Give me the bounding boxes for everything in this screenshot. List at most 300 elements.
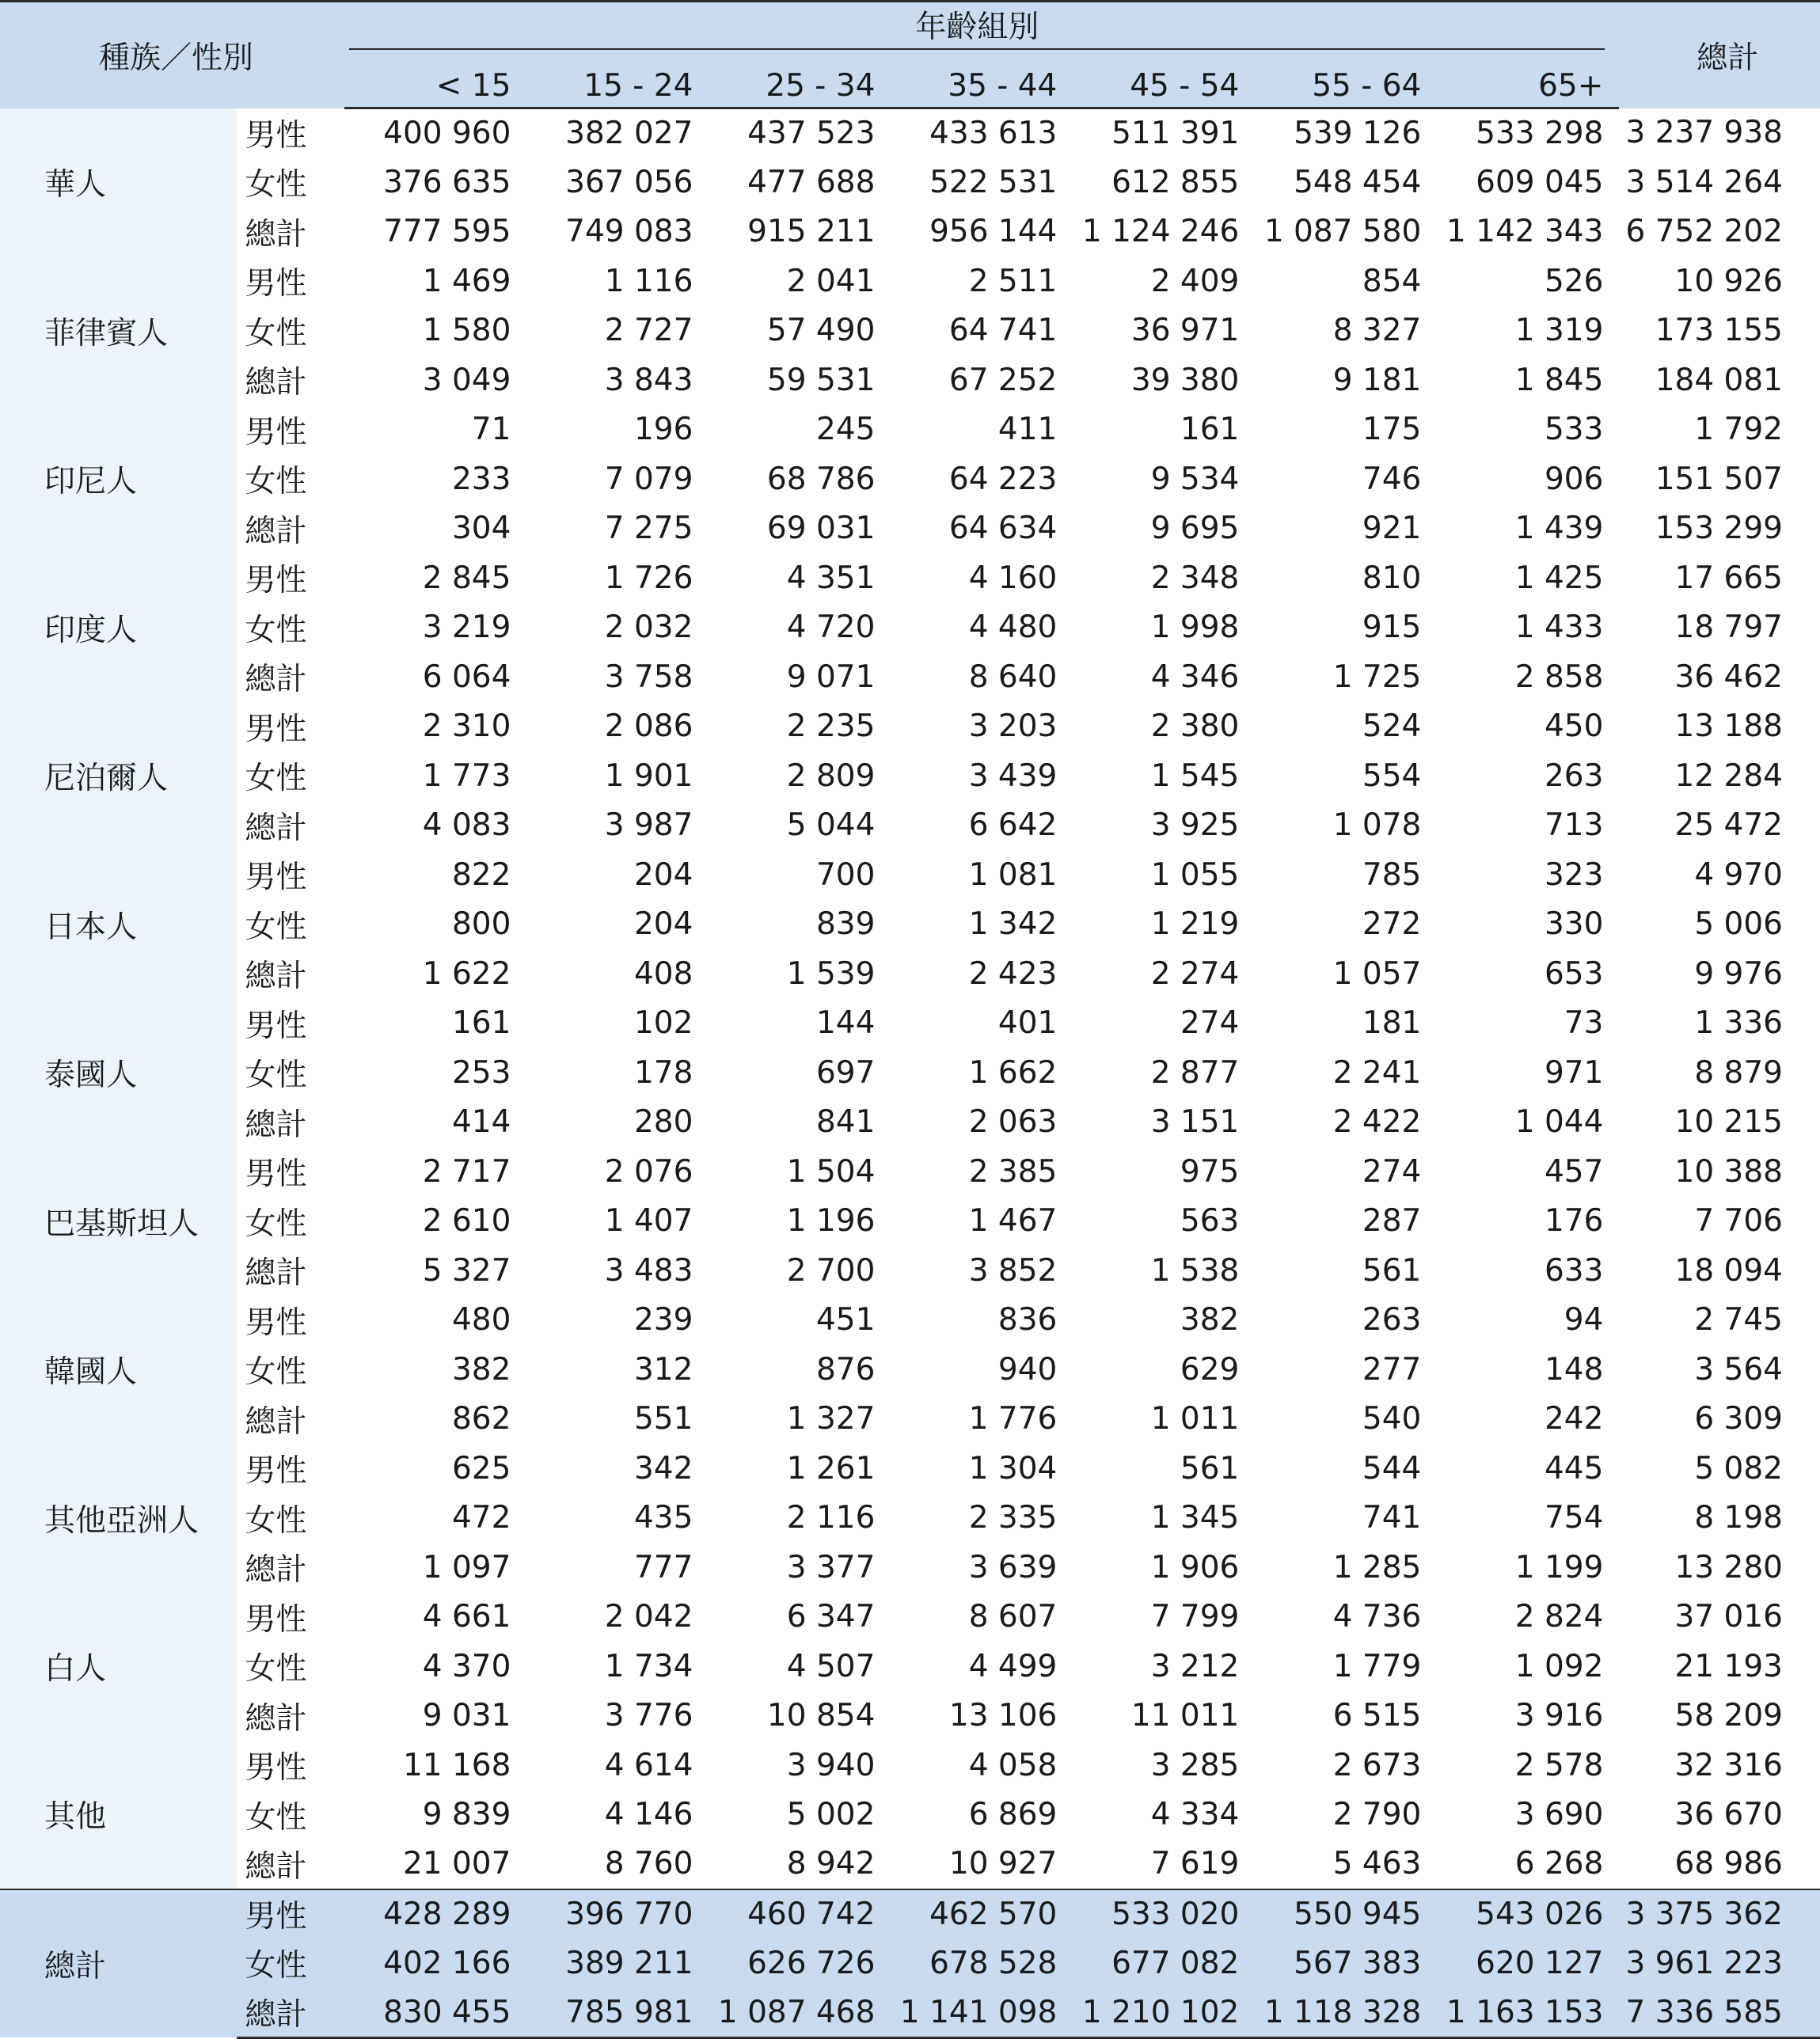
value-cell: 2 790 [1332, 1797, 1422, 1833]
row-total-cell: 9 976 [1694, 955, 1783, 992]
table-row [0, 1345, 1820, 1395]
value-cell: 1 773 [422, 758, 511, 794]
value-cell: 3 925 [1150, 807, 1240, 844]
value-cell: 841 [815, 1104, 876, 1141]
value-cell: 678 528 [891, 1938, 1073, 1988]
value-cell: 2 032 [604, 609, 693, 646]
value-cell: 1 092 [1514, 1648, 1604, 1684]
ethnicity-cell: 印尼人 [0, 405, 237, 554]
value-cell: 2 673 [1332, 1747, 1422, 1783]
row-total-cell: 13 188 [1674, 708, 1783, 745]
ethnicity-cell: 日本人 [0, 850, 237, 999]
row-total-cell: 3 375 362 [1619, 1889, 1820, 1939]
value-cell: 39 380 [1130, 362, 1240, 398]
value-cell: 7 079 [604, 461, 693, 497]
sex-cell: 男性 [245, 1156, 307, 1193]
value-cell: 3 758 [604, 659, 693, 695]
value-cell: 6 347 [786, 1599, 876, 1635]
value-cell: 563 [1180, 1203, 1240, 1240]
value-cell: 323 [1544, 856, 1604, 893]
value-cell: 921 [1362, 511, 1422, 547]
value-cell: 272 [1362, 906, 1422, 943]
table-row [0, 1197, 1820, 1247]
value-cell: 477 688 [747, 164, 876, 200]
value-cell: 754 [1544, 1500, 1604, 1536]
row-total-cell: 36 670 [1674, 1797, 1783, 1833]
value-cell: 181 [1362, 1005, 1422, 1042]
value-cell: 2 380 [1150, 708, 1240, 745]
value-cell: 1 319 [1514, 313, 1604, 349]
value-cell: 1 196 [786, 1203, 876, 1240]
sex-cell: 總計 [245, 810, 307, 846]
value-cell: 540 [1362, 1401, 1422, 1437]
table-row [0, 850, 1820, 900]
row-total-cell: 10 215 [1674, 1104, 1783, 1141]
value-cell: 956 144 [929, 214, 1058, 250]
value-cell: 396 770 [526, 1889, 709, 1939]
value-cell: 1 407 [604, 1203, 693, 1240]
sex-cell: 男性 [245, 563, 307, 599]
value-cell: 1 087 468 [709, 1988, 891, 2038]
row-total-cell: 7 706 [1694, 1203, 1783, 1240]
value-cell: 9 695 [1150, 511, 1240, 547]
ethnicity-cell: 總計 [0, 1889, 237, 2038]
age-column-header: 35 - 44 [891, 53, 1073, 108]
value-cell: 408 [633, 955, 693, 992]
value-cell: 1 011 [1150, 1401, 1240, 1437]
value-cell: 2 042 [604, 1599, 693, 1635]
row-total-cell: 6 309 [1694, 1401, 1783, 1437]
value-cell: 7 619 [1150, 1846, 1240, 1882]
row-total-cell: 184 081 [1655, 362, 1783, 398]
value-cell: 1 622 [422, 955, 511, 992]
value-cell: 1 057 [1332, 955, 1422, 992]
value-cell: 67 252 [948, 362, 1058, 398]
value-cell: 1 342 [968, 906, 1058, 943]
value-cell: 5 002 [786, 1797, 876, 1833]
value-cell: 342 [633, 1450, 693, 1487]
row-total-cell: 1 792 [1694, 412, 1783, 448]
value-cell: 533 [1544, 412, 1604, 448]
sex-cell: 男性 [245, 860, 307, 896]
value-cell: 411 [997, 412, 1058, 448]
table-row [0, 306, 1820, 356]
value-cell: 625 [451, 1450, 511, 1487]
sex-cell: 總計 [245, 662, 307, 698]
table-row [0, 158, 1820, 207]
sex-cell: 男性 [245, 266, 307, 302]
value-cell: 800 [451, 906, 511, 943]
age-column-header: < 15 [344, 53, 526, 108]
value-cell: 746 [1362, 461, 1422, 497]
value-cell: 2 845 [422, 560, 511, 596]
value-cell: 6 515 [1332, 1698, 1422, 1734]
value-cell: 450 [1544, 708, 1604, 745]
sex-cell: 男性 [245, 1601, 307, 1638]
value-cell: 1 725 [1332, 659, 1422, 695]
value-cell: 785 981 [526, 1988, 709, 2038]
value-cell: 204 [633, 906, 693, 943]
value-cell: 8 640 [968, 659, 1058, 695]
sex-cell: 總計 [245, 1107, 307, 1143]
sex-cell: 總計 [245, 365, 307, 401]
age-group-header [344, 2, 1619, 54]
value-cell: 1 776 [968, 1401, 1058, 1437]
value-cell: 551 [633, 1401, 693, 1437]
value-cell: 1 539 [786, 955, 876, 992]
value-cell: 401 [997, 1005, 1058, 1042]
value-cell: 4 083 [422, 807, 511, 844]
value-cell: 7 275 [604, 511, 693, 547]
age-column-header: 55 - 64 [1255, 53, 1437, 108]
value-cell: 8 607 [968, 1599, 1058, 1635]
row-total-cell: 4 970 [1694, 856, 1783, 893]
table-row [0, 1494, 1820, 1543]
ethnicity-cell: 韓國人 [0, 1296, 237, 1445]
table-row [0, 1444, 1820, 1494]
sex-cell: 男性 [245, 117, 307, 154]
value-cell: 1 726 [604, 560, 693, 596]
value-cell: 9 071 [786, 659, 876, 695]
table-row [0, 1741, 1820, 1790]
value-cell: 304 [451, 511, 511, 547]
value-cell: 822 [451, 856, 511, 893]
value-cell: 1 734 [604, 1648, 693, 1684]
value-cell: 2 241 [1332, 1054, 1422, 1091]
value-cell: 2 041 [786, 263, 876, 299]
value-cell: 64 741 [948, 313, 1058, 349]
value-cell: 69 031 [766, 511, 876, 547]
value-cell: 839 [815, 906, 876, 943]
table-row [0, 108, 1820, 158]
value-cell: 3 639 [968, 1549, 1058, 1585]
table-row [0, 1790, 1820, 1840]
value-cell: 6 268 [1514, 1846, 1604, 1882]
value-cell: 8 327 [1332, 313, 1422, 349]
value-cell: 274 [1362, 1153, 1422, 1190]
value-cell: 906 [1544, 461, 1604, 497]
value-cell: 554 [1362, 758, 1422, 794]
value-cell: 4 058 [968, 1747, 1058, 1783]
row-total-cell: 5 082 [1694, 1450, 1783, 1487]
value-cell: 2 310 [422, 708, 511, 745]
value-cell: 5 463 [1332, 1846, 1422, 1882]
value-cell: 451 [815, 1302, 876, 1338]
row-total-cell: 37 016 [1674, 1599, 1783, 1635]
value-cell: 2 385 [968, 1153, 1058, 1190]
value-cell: 550 945 [1255, 1889, 1437, 1939]
value-cell: 277 [1362, 1351, 1422, 1388]
value-cell: 1 163 153 [1437, 1988, 1619, 2038]
value-cell: 2 116 [786, 1500, 876, 1536]
row-total-cell: 18 797 [1674, 609, 1783, 646]
table-row [0, 1395, 1820, 1445]
value-cell: 1 469 [422, 263, 511, 299]
sex-cell: 男性 [245, 1304, 307, 1341]
sex-cell: 男性 [245, 711, 307, 747]
value-cell: 457 [1544, 1153, 1604, 1190]
value-cell: 239 [633, 1302, 693, 1338]
value-cell: 11 168 [402, 1747, 511, 1783]
value-cell: 1 580 [422, 313, 511, 349]
value-cell: 5 044 [786, 807, 876, 844]
value-cell: 196 [633, 412, 693, 448]
table-row [0, 405, 1820, 455]
value-cell: 862 [451, 1401, 511, 1437]
ethnicity-cell: 尼泊爾人 [0, 702, 237, 851]
ethnicity-cell: 菲律賓人 [0, 256, 237, 405]
sex-cell: 女性 [245, 1206, 307, 1242]
value-cell: 2 348 [1150, 560, 1240, 596]
value-cell: 677 082 [1073, 1938, 1255, 1988]
value-cell: 539 126 [1294, 116, 1422, 151]
value-cell: 6 869 [968, 1797, 1058, 1833]
value-cell: 2 422 [1332, 1104, 1422, 1141]
value-cell: 1 210 102 [1073, 1988, 1255, 2038]
sex-cell: 女性 [245, 612, 307, 648]
row-total-cell: 36 462 [1674, 659, 1783, 695]
value-cell: 785 [1362, 856, 1422, 893]
value-cell: 741 [1362, 1500, 1422, 1536]
value-cell: 836 [997, 1302, 1058, 1338]
value-cell: 2 610 [422, 1203, 511, 1240]
value-cell: 330 [1544, 906, 1604, 943]
value-cell: 7 799 [1150, 1599, 1240, 1635]
row-total-cell: 18 094 [1674, 1252, 1783, 1289]
value-cell: 1 327 [786, 1401, 876, 1437]
value-cell: 4 160 [968, 560, 1058, 596]
value-cell: 3 049 [422, 362, 511, 398]
table-row [0, 900, 1820, 950]
value-cell: 2 858 [1514, 659, 1604, 695]
value-cell: 73 [1564, 1005, 1604, 1042]
value-cell: 567 383 [1255, 1938, 1437, 1988]
value-cell: 612 855 [1111, 164, 1240, 200]
table-row [0, 1296, 1820, 1346]
value-cell: 915 [1362, 609, 1422, 646]
row-total-cell: 8 198 [1694, 1500, 1783, 1536]
value-cell: 1 545 [1150, 758, 1240, 794]
value-cell: 2 235 [786, 708, 876, 745]
value-cell: 253 [451, 1054, 511, 1091]
corner-header: 種族／性別 [0, 2, 344, 108]
value-cell: 10 854 [766, 1698, 876, 1734]
value-cell: 64 634 [948, 511, 1058, 547]
row-total-cell: 25 472 [1674, 807, 1783, 844]
sex-cell: 總計 [245, 959, 307, 995]
value-cell: 1 538 [1150, 1252, 1240, 1289]
sex-cell: 總計 [245, 1403, 307, 1440]
value-cell: 3 987 [604, 807, 693, 844]
sex-cell: 女性 [245, 1799, 307, 1836]
row-total-cell: 151 507 [1655, 461, 1783, 497]
row-total-cell: 3 564 [1694, 1351, 1783, 1388]
sex-cell: 男性 [237, 1889, 344, 1939]
value-cell: 382 [451, 1351, 511, 1388]
value-cell: 2 578 [1514, 1747, 1604, 1783]
table-row [0, 702, 1820, 752]
value-cell: 3 852 [968, 1252, 1058, 1289]
value-cell: 376 635 [383, 164, 511, 200]
value-cell: 2 727 [604, 313, 693, 349]
value-cell: 1 087 580 [1263, 214, 1422, 250]
value-cell: 1 345 [1150, 1500, 1240, 1536]
value-cell: 4 146 [604, 1797, 693, 1833]
value-cell: 94 [1564, 1302, 1604, 1338]
value-cell: 4 614 [604, 1747, 693, 1783]
table-row [0, 1889, 1820, 1939]
value-cell: 280 [633, 1104, 693, 1141]
value-cell: 2 809 [786, 758, 876, 794]
value-cell: 2 409 [1150, 263, 1240, 299]
row-total-cell: 3 514 264 [1625, 164, 1783, 200]
value-cell: 915 211 [747, 214, 876, 250]
value-cell: 629 [1180, 1351, 1240, 1388]
value-cell: 263 [1544, 758, 1604, 794]
value-cell: 2 076 [604, 1153, 693, 1190]
value-cell: 2 423 [968, 955, 1058, 992]
value-cell: 533 020 [1073, 1889, 1255, 1939]
age-column-header: 25 - 34 [709, 53, 891, 108]
value-cell: 245 [815, 412, 876, 448]
value-cell: 400 960 [383, 116, 511, 151]
table-row [0, 504, 1820, 554]
value-cell: 4 351 [786, 560, 876, 596]
value-cell: 204 [633, 856, 693, 893]
value-cell: 1 439 [1514, 511, 1604, 547]
value-cell: 777 [633, 1549, 693, 1585]
ethnicity-cell: 印度人 [0, 553, 237, 702]
value-cell: 68 786 [766, 461, 876, 497]
value-cell: 713 [1544, 807, 1604, 844]
sex-cell: 總計 [245, 1848, 307, 1885]
value-cell: 10 927 [948, 1846, 1058, 1882]
row-total-cell: 8 879 [1694, 1054, 1783, 1091]
table-row [0, 1098, 1820, 1148]
value-cell: 2 717 [422, 1153, 511, 1190]
value-cell: 433 613 [929, 116, 1058, 151]
value-cell: 414 [451, 1104, 511, 1141]
table-row [0, 1147, 1820, 1197]
value-cell: 2 877 [1150, 1054, 1240, 1091]
value-cell: 1 124 246 [1081, 214, 1240, 250]
table-body [0, 108, 1820, 1889]
value-cell: 8 942 [786, 1846, 876, 1882]
sex-cell: 女性 [245, 1057, 307, 1094]
value-cell: 472 [451, 1500, 511, 1536]
value-cell: 653 [1544, 955, 1604, 992]
value-cell: 1 467 [968, 1203, 1058, 1240]
value-cell: 533 298 [1476, 116, 1604, 151]
table-row [0, 207, 1820, 257]
value-cell: 435 [633, 1500, 693, 1536]
value-cell: 1 285 [1332, 1549, 1422, 1585]
row-total-cell: 153 299 [1655, 511, 1783, 547]
value-cell: 59 531 [766, 362, 876, 398]
value-cell: 402 166 [344, 1938, 526, 1988]
value-cell: 389 211 [526, 1938, 709, 1988]
value-cell: 544 [1362, 1450, 1422, 1487]
value-cell: 144 [815, 1005, 876, 1042]
value-cell: 2 335 [968, 1500, 1058, 1536]
value-cell: 3 776 [604, 1698, 693, 1734]
value-cell: 3 212 [1150, 1648, 1240, 1684]
table-row [0, 1593, 1820, 1642]
value-cell: 3 483 [604, 1252, 693, 1289]
table-row [0, 1048, 1820, 1098]
table-row [0, 1246, 1820, 1296]
ethnicity-cell: 其他 [0, 1741, 237, 1889]
table-row [0, 454, 1820, 504]
value-cell: 522 531 [929, 164, 1058, 200]
value-cell: 620 127 [1437, 1938, 1619, 1988]
value-cell: 1 116 [604, 263, 693, 299]
sex-cell: 男性 [245, 1008, 307, 1044]
value-cell: 9 839 [422, 1797, 511, 1833]
value-cell: 4 661 [422, 1599, 511, 1635]
value-cell: 777 595 [383, 214, 511, 250]
sex-cell: 女性 [237, 1938, 344, 1988]
value-cell: 428 289 [344, 1889, 526, 1939]
value-cell: 5 327 [422, 1252, 511, 1289]
sex-cell: 女性 [245, 1354, 307, 1391]
sex-cell: 總計 [245, 1255, 307, 1292]
value-cell: 3 690 [1514, 1797, 1604, 1833]
value-cell: 524 [1362, 708, 1422, 745]
table-row [0, 355, 1820, 405]
value-cell: 626 726 [709, 1938, 891, 1988]
value-cell: 382 [1180, 1302, 1240, 1338]
value-cell: 1 199 [1514, 1549, 1604, 1585]
row-total-cell: 5 006 [1694, 906, 1783, 943]
age-column-header: 65+ [1437, 53, 1619, 108]
row-total-cell: 68 986 [1674, 1846, 1783, 1882]
value-cell: 609 045 [1476, 164, 1604, 200]
row-total-cell: 173 155 [1655, 313, 1783, 349]
row-total-cell: 3 961 223 [1619, 1938, 1820, 1988]
value-cell: 3 439 [968, 758, 1058, 794]
row-total-cell: 17 665 [1674, 560, 1783, 596]
value-cell: 830 455 [344, 1988, 526, 2038]
ethnicity-cell: 白人 [0, 1593, 237, 1741]
value-cell: 697 [815, 1054, 876, 1091]
row-total-cell: 13 280 [1674, 1549, 1783, 1585]
sex-cell: 總計 [245, 513, 307, 549]
value-cell: 242 [1544, 1401, 1604, 1437]
value-cell: 876 [815, 1351, 876, 1388]
value-cell: 3 377 [786, 1549, 876, 1585]
value-cell: 1 662 [968, 1054, 1058, 1091]
value-cell: 161 [1180, 412, 1240, 448]
row-total-cell: 21 193 [1674, 1648, 1783, 1684]
sex-cell: 男性 [245, 1453, 307, 1490]
value-cell: 1 901 [604, 758, 693, 794]
value-cell: 1 504 [786, 1153, 876, 1190]
value-cell: 1 304 [968, 1450, 1058, 1487]
value-cell: 3 940 [786, 1747, 876, 1783]
value-cell: 2 063 [968, 1104, 1058, 1141]
grand-total-section [0, 1889, 1820, 2038]
value-cell: 382 027 [565, 116, 693, 151]
sex-cell: 總計 [237, 1988, 344, 2038]
value-cell: 3 219 [422, 609, 511, 646]
value-cell: 148 [1544, 1351, 1604, 1388]
value-cell: 4 370 [422, 1648, 511, 1684]
value-cell: 810 [1362, 560, 1422, 596]
table-header [0, 2, 1820, 108]
ethnicity-cell: 巴基斯坦人 [0, 1147, 237, 1296]
value-cell: 561 [1362, 1252, 1422, 1289]
